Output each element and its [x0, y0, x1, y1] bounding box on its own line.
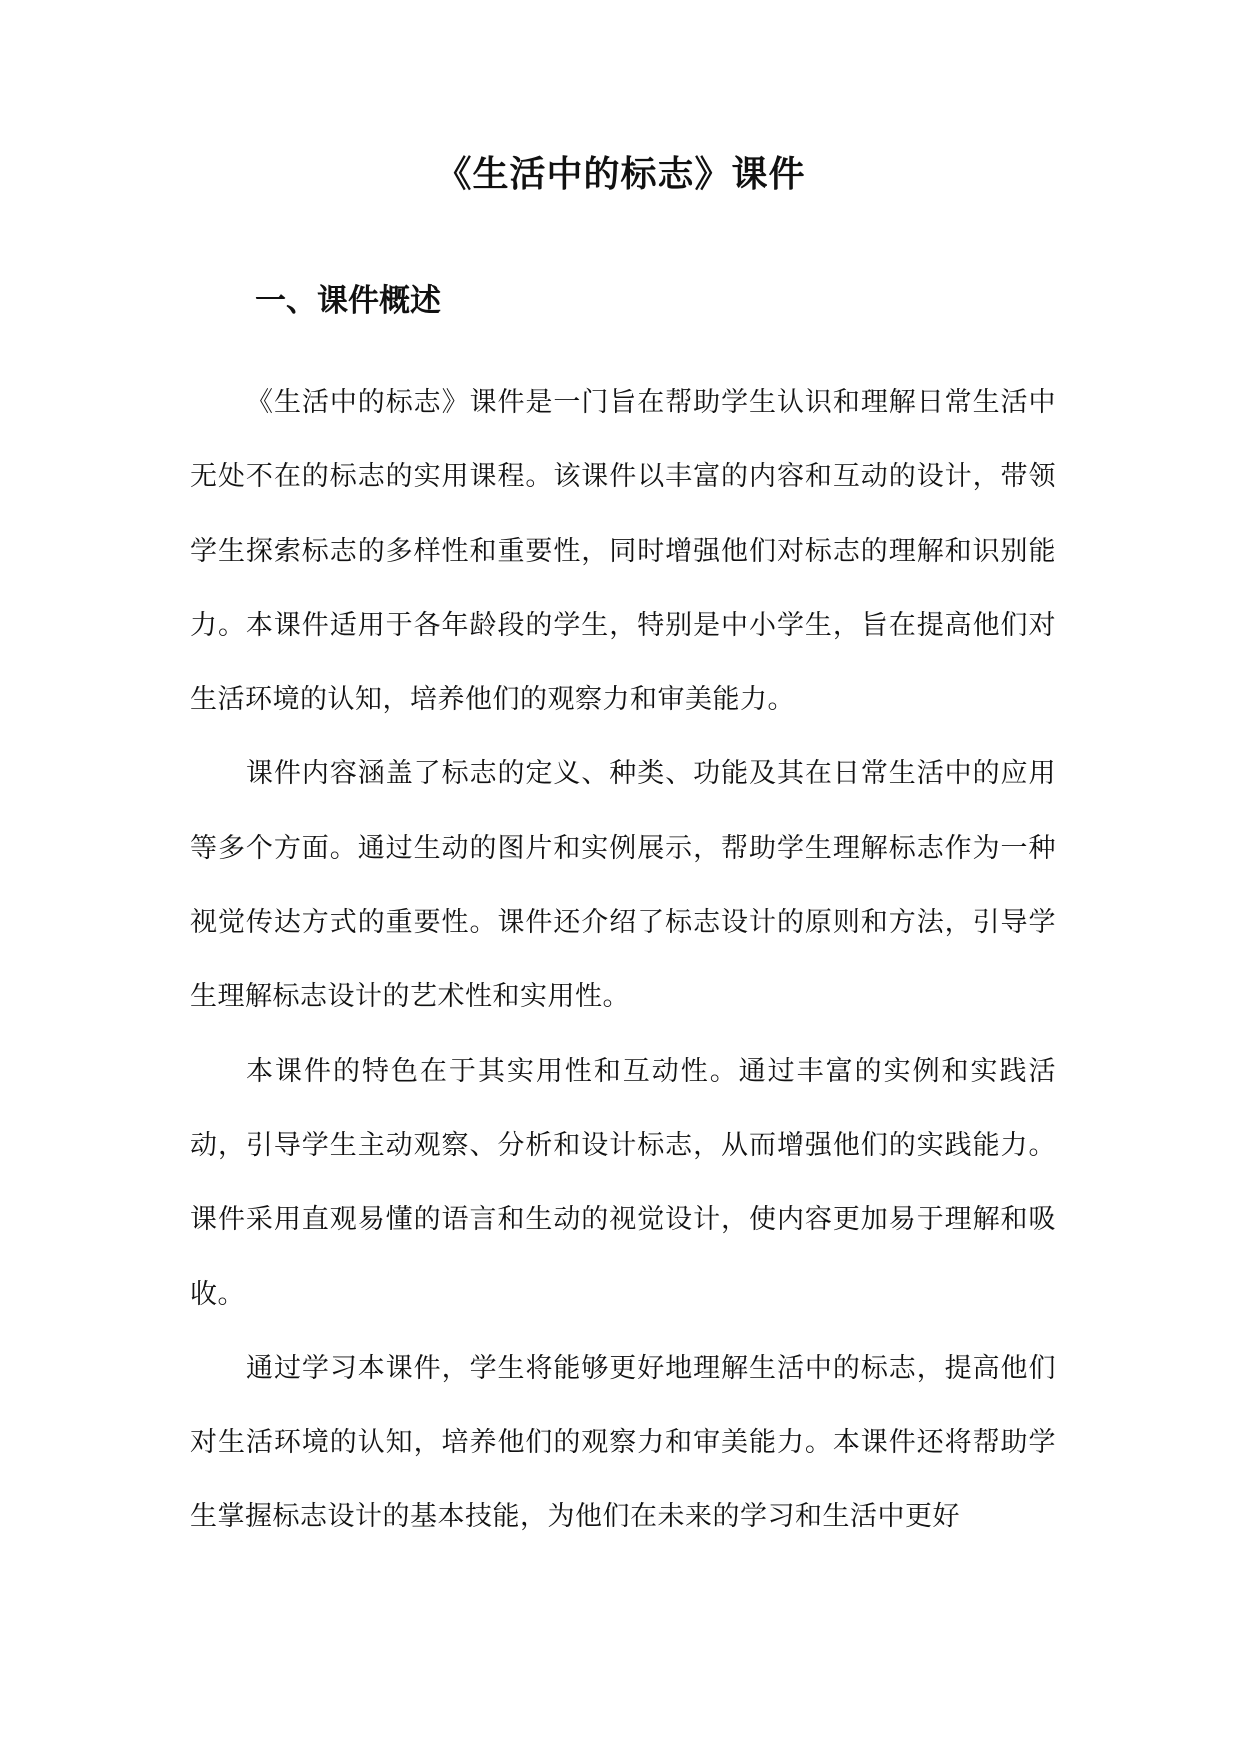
- paragraph-3: 本课件的特色在于其实用性和互动性。通过丰富的实例和实践活动，引导学生主动观察、分析和设计标志，从而增强他们的实践能力。课件采用直观易懂的语言和生动的视觉设计，使内容更加易于理解和吸收。: [190, 1055, 1056, 1310]
- paragraph-2: 课件内容涵盖了标志的定义、种类、功能及其在日常生活中的应用等多个方面。通过生动的图片和实例展示，帮助学生理解标志作为一种视觉传达方式的重要性。课件还介绍了标志设计的原则和方法，引导学生理解标志设计的艺术性和实用性。: [190, 758, 1056, 1013]
- document-title: 《生活中的标志》课件: [435, 154, 806, 195]
- section-heading: 一、课件概述: [255, 283, 441, 319]
- paragraph-4: 通过学习本课件，学生将能够更好地理解生活中的标志，提高他们对生活环境的认知，培养他们的观察力和审美能力。本课件还将帮助学生掌握标志设计的基本技能，为他们在未来的学习和生活中更好: [190, 1352, 1056, 1533]
- body-text: [190, 366, 1056, 1555]
- paragraph-1: 《生活中的标志》课件是一门旨在帮助学生认识和理解日常生活中无处不在的标志的实用课程。该课件以丰富的内容和互动的设计，带领学生探索标志的多样性和重要性，同时增强他们对标志的理解和识别能力。本课件适用于各年龄段的学生，特别是中小学生，旨在提高他们对生活环境的认知，培养他们的观察力和审美能力。: [190, 387, 1056, 716]
